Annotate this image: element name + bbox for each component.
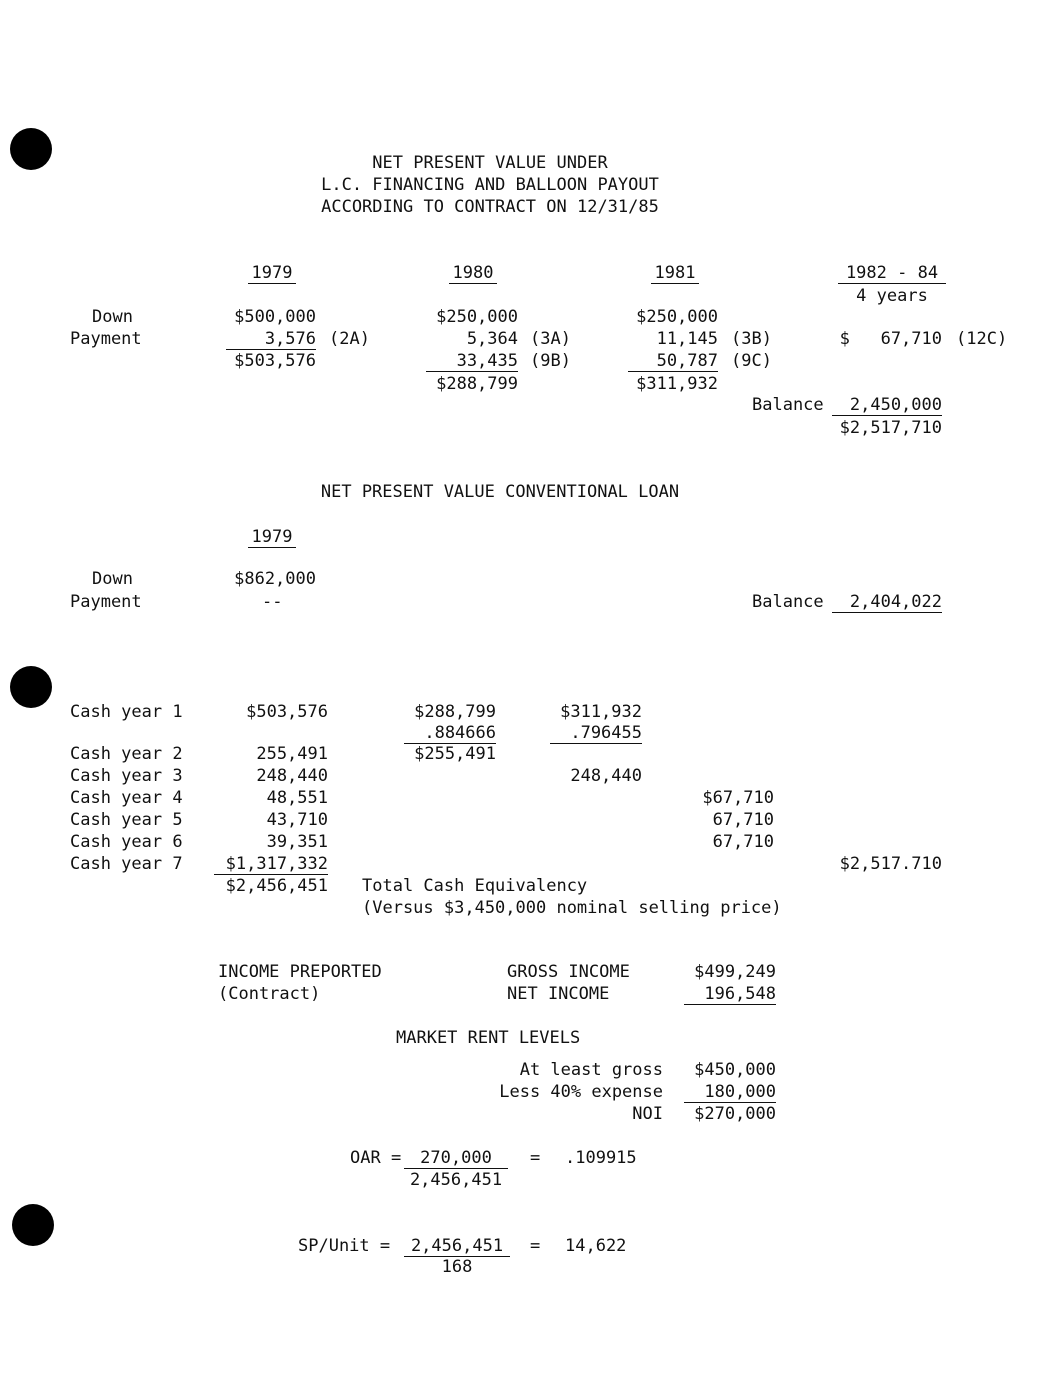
calc-b-factor: .796455 xyxy=(550,725,642,744)
net-income-label: NET INCOME xyxy=(507,984,610,1004)
cash-col-d-2: 67,710 xyxy=(712,810,774,830)
income-label-1: INCOME PREPORTED xyxy=(218,962,382,982)
calc-b-result: 248,440 xyxy=(570,766,642,786)
lc-1979-note-2: (2A) xyxy=(329,329,370,349)
lc-1980-note-3: (9B) xyxy=(530,351,571,371)
calc-a-result: $255,491 xyxy=(414,744,496,764)
year-header-4-years: 4 years xyxy=(856,286,928,306)
binder-hole-top xyxy=(10,128,52,170)
lc-balance-total: $2,517,710 xyxy=(839,418,942,438)
market-r3-value: $270,000 xyxy=(694,1104,776,1124)
sp-numerator: 2,456,451 xyxy=(404,1238,510,1257)
lc-1980-total: $288,799 xyxy=(436,374,518,394)
calc-a-amount: $288,799 xyxy=(414,702,496,722)
lc-1979-value-2: 3,576 xyxy=(226,331,316,350)
lc-1981-value-3: 50,787 xyxy=(628,353,718,372)
conventional-balance-label: Balance xyxy=(752,592,824,612)
oar-equals: = xyxy=(530,1148,541,1168)
market-r3-label: NOI xyxy=(632,1104,663,1124)
oar-result: .109915 xyxy=(565,1148,637,1168)
conventional-balance-value: 2,404,022 xyxy=(832,594,942,613)
lc-1980-value-2: 5,364 xyxy=(466,329,518,349)
binder-hole-middle xyxy=(10,666,52,708)
lc-1980-note-2: (3A) xyxy=(530,329,571,349)
binder-hole-bottom xyxy=(12,1204,54,1246)
lc-1979-total: $503,576 xyxy=(234,351,316,371)
net-income-value: 196,548 xyxy=(684,986,776,1005)
oar-numerator: 270,000 xyxy=(404,1150,508,1169)
row-label-payment: Payment xyxy=(70,329,142,349)
market-r2-value: 180,000 xyxy=(684,1084,776,1103)
cash-row-label-1: Cash year 1 xyxy=(70,702,183,722)
title-line-2: L.C. FINANCING AND BALLOON PAYOUT xyxy=(321,175,659,195)
row-label-down: Down xyxy=(92,307,133,327)
lc-balance-label: Balance xyxy=(752,395,824,415)
cash-row-value-3: 248,440 xyxy=(256,766,328,786)
cash-total-note: (Versus $3,450,000 nominal selling price) xyxy=(362,898,782,918)
cash-row-value-7: $1,317,332 xyxy=(214,856,328,875)
cash-row-label-5: Cash year 5 xyxy=(70,810,183,830)
cash-total-label: Total Cash Equivalency xyxy=(362,876,588,896)
cash-row-value-1: $503,576 xyxy=(246,702,328,722)
market-heading: MARKET RENT LEVELS xyxy=(396,1028,581,1048)
lc-1981-total: $311,932 xyxy=(636,374,718,394)
lc-1979-value-1: $500,000 xyxy=(234,307,316,327)
lc-1981-value-1: $250,000 xyxy=(636,307,718,327)
title-line-3: ACCORDING TO CONTRACT ON 12/31/85 xyxy=(321,197,659,217)
conventional-year-header: 1979 xyxy=(248,529,296,548)
year-header-1979: 1979 xyxy=(248,265,296,284)
gross-income-value: $499,249 xyxy=(694,962,776,982)
lc-1981-note-2: (3B) xyxy=(731,329,772,349)
cash-col-d-3: 67,710 xyxy=(712,832,774,852)
cash-row-label-6: Cash year 6 xyxy=(70,832,183,852)
year-header-1981: 1981 xyxy=(651,265,699,284)
income-label-2: (Contract) xyxy=(218,984,321,1004)
lc-1980-value-3: 33,435 xyxy=(426,353,518,372)
lc-1981-value-2: 11,145 xyxy=(656,329,718,349)
conventional-value-2: -- xyxy=(262,592,283,612)
lc-1982-note-2: (12C) xyxy=(956,329,1008,349)
conventional-row-label-payment: Payment xyxy=(70,592,142,612)
sp-equals: = xyxy=(530,1236,541,1256)
lc-1982-value-2: $ 67,710 xyxy=(839,329,942,349)
calc-a-factor: .884666 xyxy=(404,725,496,744)
conventional-row-label-down: Down xyxy=(92,569,133,589)
lc-balance-value: 2,450,000 xyxy=(832,397,942,416)
cash-total: $2,456,451 xyxy=(225,876,328,896)
market-r2-label: Less 40% expense xyxy=(499,1082,663,1102)
cash-col-e: $2,517.710 xyxy=(839,854,942,874)
cash-row-value-5: 43,710 xyxy=(266,810,328,830)
year-header-1982-84: 1982 - 84 xyxy=(838,265,946,284)
cash-row-value-4: 48,551 xyxy=(266,788,328,808)
title-line-1: NET PRESENT VALUE UNDER xyxy=(372,153,608,173)
sp-label: SP/Unit = xyxy=(298,1236,391,1256)
sp-result: 14,622 xyxy=(565,1236,627,1256)
calc-b-amount: $311,932 xyxy=(560,702,642,722)
cash-row-label-2: Cash year 2 xyxy=(70,744,183,764)
oar-label: OAR = xyxy=(350,1148,402,1168)
market-r1-label: At least gross xyxy=(519,1060,663,1080)
cash-row-value-6: 39,351 xyxy=(266,832,328,852)
cash-row-value-2: 255,491 xyxy=(256,744,328,764)
market-r1-value: $450,000 xyxy=(694,1060,776,1080)
lc-1981-note-3: (9C) xyxy=(731,351,772,371)
cash-col-d-1: $67,710 xyxy=(702,788,774,808)
oar-denominator: 2,456,451 xyxy=(409,1170,503,1190)
cash-row-label-3: Cash year 3 xyxy=(70,766,183,786)
gross-income-label: GROSS INCOME xyxy=(507,962,630,982)
sp-denominator: 168 xyxy=(441,1257,473,1277)
conventional-value-1: $862,000 xyxy=(234,569,316,589)
cash-row-label-4: Cash year 4 xyxy=(70,788,183,808)
lc-1980-value-1: $250,000 xyxy=(436,307,518,327)
conventional-heading: NET PRESENT VALUE CONVENTIONAL LOAN xyxy=(320,482,680,502)
cash-row-label-7: Cash year 7 xyxy=(70,854,183,874)
year-header-1980: 1980 xyxy=(449,265,497,284)
